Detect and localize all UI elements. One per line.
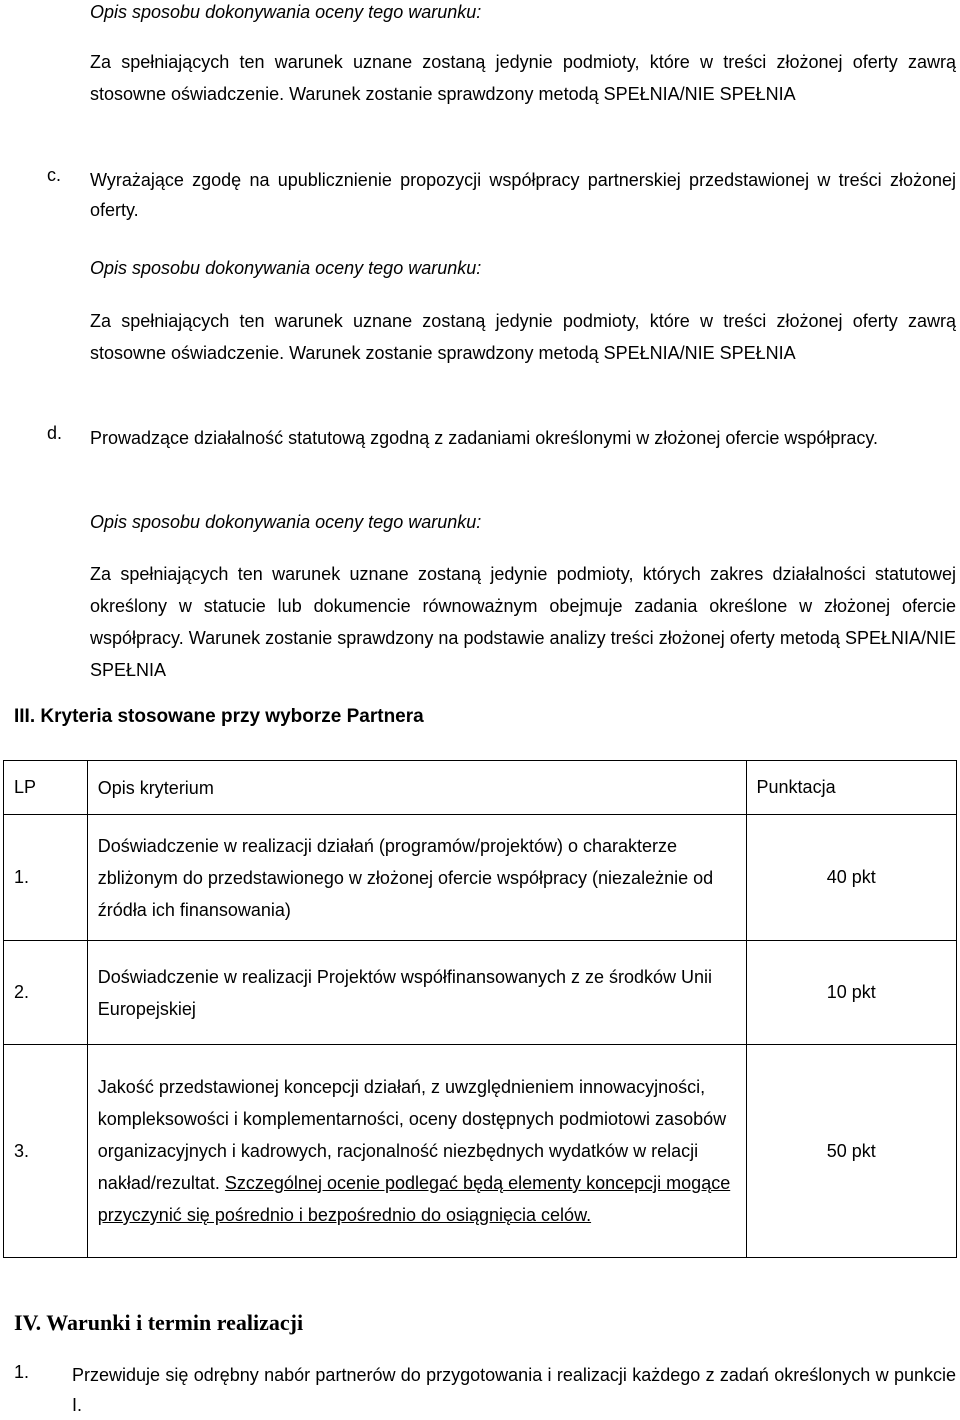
criterion-description bbox=[87, 1045, 746, 1258]
list-item-c: Wyrażające zgodę na upublicznienie propozycji współpracy partnerskiej przedstawionej w treści złożonej oferty. bbox=[90, 170, 956, 220]
evaluation-text: Za spełniających ten warunek uznane zostaną jedynie podmioty, które w treści złożonej oferty zawrą stosowne oświadczenie. Warunek zostanie sprawdzony metodą SPEŁNIA/NIE SPEŁNIA bbox=[90, 52, 956, 104]
criterion-points: 10 pkt bbox=[746, 941, 956, 1045]
evaluation-label: Opis sposobu dokonywania oceny tego warunku: bbox=[90, 258, 482, 278]
list-item-d: Prowadzące działalność statutową zgodną z zadaniami określonymi w złożonej ofercie współpracy. bbox=[90, 428, 879, 448]
criterion-description-underlined: Szczególnej ocenie podlegać będą elementy koncepcji mogące przyczynić się pośrednio i bezpośrednio do osiągnięcia celów. bbox=[97, 1173, 731, 1225]
row-number: 2. bbox=[4, 941, 88, 1045]
evaluation-label: Opis sposobu dokonywania oceny tego warunku: bbox=[90, 512, 482, 532]
evaluation-text: Za spełniających ten warunek uznane zostaną jedynie podmioty, które w treści złożonej oferty zawrą stosowne oświadczenie. Warunek zostanie sprawdzony metodą SPEŁNIA/NIE SPEŁNIA bbox=[90, 311, 956, 363]
column-header-points: Punktacja bbox=[746, 761, 956, 815]
column-header-lp: LP bbox=[4, 761, 88, 815]
table-row bbox=[4, 815, 957, 941]
row-number: 1. bbox=[4, 815, 88, 941]
table-header-row bbox=[4, 761, 957, 815]
criterion-description: Doświadczenie w realizacji Projektów współfinansowanych z ze środków Unii Europejskiej bbox=[87, 941, 746, 1045]
row-number: 3. bbox=[4, 1045, 88, 1258]
section-heading-iv: IV. Warunki i termin realizacji bbox=[14, 1310, 304, 1335]
column-header-description: Opis kryterium bbox=[87, 761, 746, 815]
table-row bbox=[4, 1045, 957, 1258]
criteria-table bbox=[3, 760, 957, 1258]
criterion-points: 50 pkt bbox=[746, 1045, 956, 1258]
list-marker-1: 1. bbox=[14, 1362, 30, 1382]
evaluation-text: Za spełniających ten warunek uznane zostaną jedynie podmioty, których zakres działalności statutowej określony w statucie lub dokumencie równoważnym obejmuje zadania określone w złożonej ofercie współpracy. Warunek zostanie sprawdzony na podstawie analizy treści złożonej oferty metodą SPEŁNIA/NIE SPEŁNIA bbox=[90, 564, 956, 680]
criterion-points: 40 pkt bbox=[746, 815, 956, 941]
list-item-1: Przewiduje się odrębny nabór partnerów do przygotowania i realizacji każdego z zadań określonych w punkcie I. bbox=[72, 1365, 956, 1415]
criterion-description-text: Jakość przedstawionej koncepcji działań, z uwzględnieniem innowacyjności, kompleksowości i komplementarności, oceny dostępnych podmiotowi zasobów organizacyjnych i kadrowych, racjonalność niezbędnych wydatków w relacji nakład/rezultat. bbox=[97, 1077, 727, 1193]
table-row bbox=[4, 941, 957, 1045]
list-marker-c: c. bbox=[47, 165, 62, 185]
section-heading-iii: III. Kryteria stosowane przy wyborze Partnera bbox=[14, 706, 424, 727]
evaluation-label: Opis sposobu dokonywania oceny tego warunku: bbox=[90, 2, 482, 22]
list-marker-d: d. bbox=[47, 423, 63, 443]
criterion-description: Doświadczenie w realizacji działań (programów/projektów) o charakterze zbliżonym do przedstawionego w złożonej ofercie współpracy (niezależnie od źródła ich finansowania) bbox=[87, 815, 746, 941]
